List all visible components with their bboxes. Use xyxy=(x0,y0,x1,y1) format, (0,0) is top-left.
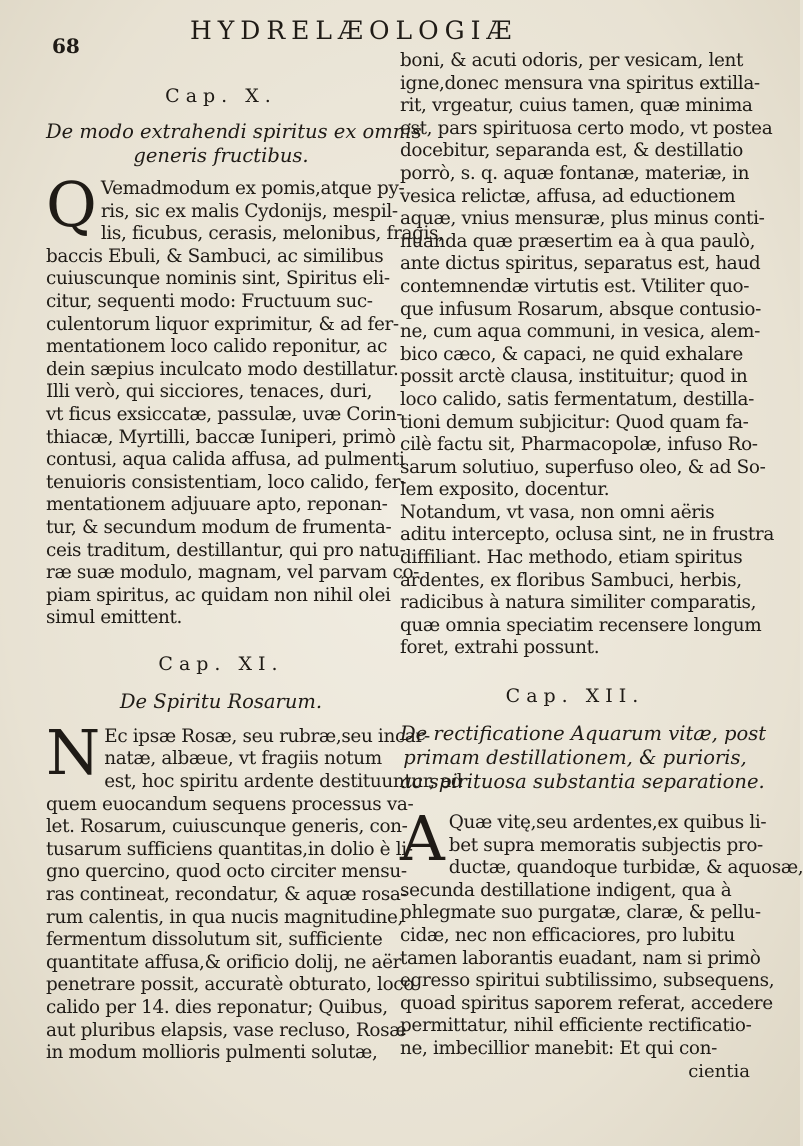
text-line: let. Rosarum, cuiuscunque generis, con- xyxy=(46,816,408,838)
text-line: mentationem loco calido reponitur, ac xyxy=(46,336,388,358)
text-line: ne, cum aqua communi, in vesica, alem- xyxy=(400,321,760,343)
chapter-10-text xyxy=(46,168,444,630)
catchword: cientia xyxy=(688,1060,750,1082)
text-line: tenuioris consistentiam, loco calido, fer- xyxy=(46,471,407,493)
text-line: sarum solutiuo, superfuso oleo, & ad So- xyxy=(400,456,766,478)
text-line: ardentes, ex floribus Sambuci, herbis, xyxy=(400,569,742,591)
text-line: citur, sequenti modo: Fructuum suc- xyxy=(46,290,373,312)
text-line: dein sæpius inculcato modo destillatur. xyxy=(46,358,399,380)
text-line: vt ficus exsiccatæ, passulæ, uvæ Corin- xyxy=(46,403,403,425)
text-line: tur, & secundum modum de frumenta- xyxy=(46,516,392,538)
text-line: diffiliant. Hac methodo, etiam spiritus xyxy=(400,547,743,569)
left-column xyxy=(46,50,463,1065)
page-number: 68 xyxy=(52,34,80,58)
text-line: porrò, s. q. aquæ fontanæ, materiæ, in xyxy=(400,162,750,184)
text-line: que infusum Rosarum, absque contusio- xyxy=(400,298,762,320)
text-line: egresso spiritui subtilissimo, subsequens, xyxy=(400,970,775,992)
text-line: ris, sic ex malis Cydonijs, mespil- xyxy=(100,200,398,222)
text-line: Quæ vitę,seu ardentes,ex quibus li- xyxy=(448,812,767,834)
text-line: contemnendæ virtutis est. Vtiliter quo- xyxy=(400,275,750,297)
text-line: ne, imbecillior manebit: Et qui con- xyxy=(400,1037,717,1059)
text-line: secunda destillatione indigent, qua à xyxy=(400,879,732,901)
text-line: aditu intercepto, oclusa sint, ne in frustra xyxy=(400,524,774,546)
text-line: natæ, albæue, vt fragiis notum xyxy=(104,748,382,770)
text-line: lem exposito, docentur. xyxy=(400,479,610,501)
text-line: tusarum sufficiens quantitas,in dolio è li- xyxy=(46,838,413,860)
text-line: penetrare possit, accuratè obturato, loco xyxy=(46,974,414,996)
drop-capital: N xyxy=(46,715,101,789)
chapter-12-text xyxy=(400,802,803,1061)
text-line: baccis Ebuli, & Sambuci, ac similibus xyxy=(46,245,384,267)
text-line: rit, vrgeatur, cuius tamen, quæ minima xyxy=(400,95,753,117)
text-line: fermentum dissolutum sit, sufficiente xyxy=(46,929,383,951)
text-line: rum calentis, in qua nucis magnitudine, xyxy=(46,906,404,928)
text-line: ras contineat, recondatur, & aquæ rosa- xyxy=(46,884,407,906)
text-line: Ec ipsæ Rosæ, seu rubræ,seu incar- xyxy=(104,725,430,747)
text-line: est, pars spirituosa certo modo, vt postea xyxy=(400,117,773,139)
text-line: simul emittent. xyxy=(46,607,183,629)
text-line: calido per 14. dies reponatur; Quibus, xyxy=(46,997,388,1018)
text-line: piam spiritus, ac quidam non nihil olei xyxy=(46,584,391,606)
text-line: Notandum, vt vasa, non omni aëris xyxy=(400,501,715,523)
chapter-title-12-line: primam destillationem, & purioris, xyxy=(403,746,747,770)
text-line: quem euocandum sequens processus va- xyxy=(46,793,414,815)
text-line: radicibus à natura similiter comparatis, xyxy=(400,592,757,614)
text-line: boni, & acuti odoris, per vesicam, lent xyxy=(400,50,744,71)
chapter-title-12-line: De rectificatione Aquarum vitæ, post xyxy=(400,722,767,746)
text-line: culentorum liquor exprimitur, & ad fer- xyxy=(46,313,399,335)
text-line: in modum mollioris pulmenti solutæ, xyxy=(46,1042,378,1064)
text-line: bet supra memoratis subjectis pro- xyxy=(448,834,763,856)
text-line: phlegmate suo purgatæ, claræ, & pellu- xyxy=(400,902,761,924)
text-line: bico cæco, & capaci, ne quid exhalare xyxy=(400,343,743,365)
text-line: tamen laborantis euadant, nam si primò xyxy=(400,947,761,969)
running-head: HYDRELÆOLOGIÆ xyxy=(190,16,518,45)
text-line: ante dictus spiritus, separatus est, haud xyxy=(400,253,761,275)
chapter-title-12-line: ac spirituosa substantia separatione. xyxy=(400,770,765,794)
text-line: mentationem adjuuare apto, reponan- xyxy=(46,494,388,516)
chapter-heading-11: Cap. XI. xyxy=(158,652,284,675)
text-line: igne,donec mensura vna spiritus extilla- xyxy=(400,72,760,94)
text-line: cilè factu sit, Pharmacopolæ, infuso Ro- xyxy=(400,434,758,456)
text-line: ræ suæ modulo, magnam, vel parvam co- xyxy=(46,562,420,584)
text-line: ductæ, quandoque turbidæ, & aquosæ, xyxy=(448,857,803,879)
text-line: thiacæ, Myrtilli, baccæ Iuniperi, primò xyxy=(46,426,396,448)
text-line: foret, extrahi possunt. xyxy=(400,637,600,659)
text-line: nuanda quæ præsertim ea à qua paulò, xyxy=(400,230,756,252)
text-line: gno quercino, quod octo circiter mensu- xyxy=(46,861,407,883)
text-line: quoad spiritus saporem referat, accedere xyxy=(400,992,773,1014)
text-line: cidæ, nec non efficaciores, pro lubitu xyxy=(400,925,735,946)
chapter-heading-12: Cap. XII. xyxy=(505,685,645,708)
drop-capital: A xyxy=(400,802,445,876)
chapter-title-10-line: De modo extrahendi spiritus ex omnis xyxy=(46,120,422,143)
text-line: Illi verò, qui sicciores, tenaces, duri, xyxy=(46,381,373,403)
chapter-11-text xyxy=(46,715,463,1065)
text-line: quæ omnia speciatim recensere longum xyxy=(400,614,762,636)
text-line: quantitate affusa,& orificio dolij, ne aër xyxy=(46,951,402,973)
text-line: tioni demum subjicitur: Quod quam fa- xyxy=(400,411,749,433)
text-line: vesica relictæ, affusa, ad eductionem xyxy=(400,185,736,207)
text-line: aut pluribus elapsis, vase recluso, Rosæ xyxy=(46,1019,407,1041)
chapter-title-11: De Spiritu Rosarum. xyxy=(119,689,323,713)
text-line: loco calido, satis fermentatum, destilla- xyxy=(400,388,755,410)
text-line: est, hoc spiritu ardente destituuntur, ad xyxy=(104,771,463,793)
text-line: contusi, aqua calida affusa, ad pulmenti xyxy=(46,449,405,471)
text-line: ceis traditum, destillantur, qui pro natu- xyxy=(46,539,406,561)
text-line: possit arctè clausa, instituitur; quod in xyxy=(400,366,748,388)
text-line: cuiuscunque nominis sint, Spiritus eli- xyxy=(46,268,390,290)
chapter-heading-10: Cap. X. xyxy=(165,85,277,107)
drop-capital: Q xyxy=(46,168,97,241)
chapter-title-10-line: generis fructibus. xyxy=(133,144,309,167)
text-line: docebitur, separanda est, & destillatio xyxy=(400,140,744,162)
text-line: aquæ, vnius mensuræ, plus minus conti- xyxy=(400,208,765,230)
right-column xyxy=(400,50,803,1083)
text-line: permittatur, nihil efficiente rectificatio- xyxy=(400,1015,752,1037)
text-line: Vemadmodum ex pomis,atque py- xyxy=(100,178,405,199)
text-line: lis, ficubus, cerasis, melonibus, fragis, xyxy=(100,223,444,245)
